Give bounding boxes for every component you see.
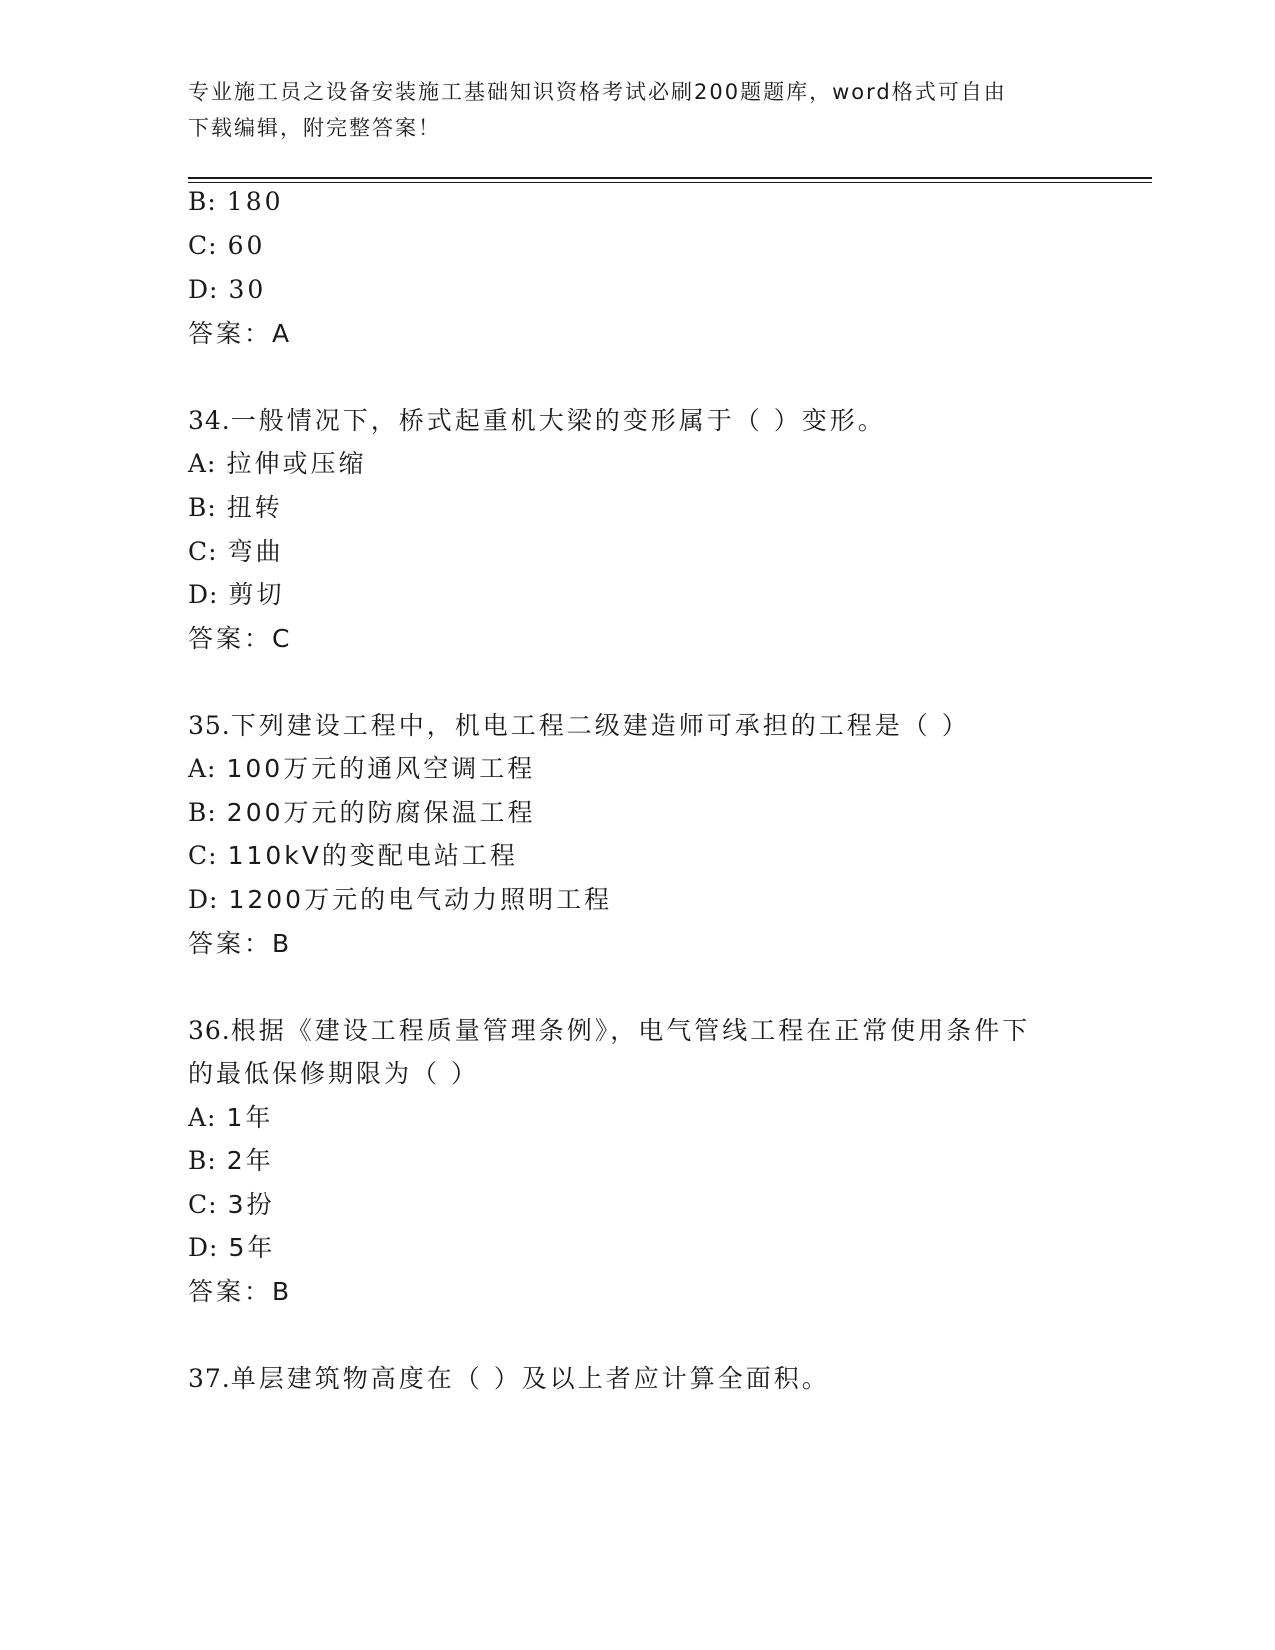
q35-answer (188, 928, 292, 960)
option-value: 3扮 (227, 1190, 275, 1219)
q36-answer (188, 1276, 292, 1308)
header-line-2: 下载编辑，附完整答案！ (188, 116, 441, 140)
q33-option-d (188, 274, 266, 306)
question-number: 36. (188, 1016, 231, 1045)
q36-option-d (188, 1232, 275, 1264)
q35-stem (188, 710, 970, 742)
q34-option-a (188, 448, 367, 480)
option-value: 扭转 (226, 493, 283, 522)
option-key: D: (188, 885, 219, 914)
q33-option-b (188, 186, 284, 218)
q34-stem (188, 405, 886, 437)
question-text-continued: 的最低保修期限为（ ） (188, 1059, 479, 1088)
q35-option-a (188, 753, 535, 785)
option-key: D: (188, 580, 219, 609)
answer-label: 答案： (188, 319, 273, 348)
q37-stem (188, 1363, 830, 1395)
header-divider-thin (188, 182, 1152, 183)
header-line-1: 专业施工员之设备安装施工基础知识资格考试必刷200题题库，word格式可自由 (188, 80, 1007, 104)
option-value: 180 (226, 187, 284, 216)
header-divider-thick (188, 177, 1152, 179)
question-text: 单层建筑物高度在（ ）及以上者应计算全面积。 (230, 1364, 830, 1393)
option-value: 2年 (226, 1146, 274, 1175)
option-value: 30 (228, 275, 267, 304)
option-value: 100万元的通风空调工程 (226, 754, 536, 783)
q34-option-b (188, 492, 283, 524)
q35-option-c (188, 840, 518, 872)
answer-label: 答案： (188, 624, 273, 653)
question-text: 一般情况下，桥式起重机大梁的变形属于（ ）变形。 (230, 406, 886, 435)
document-header (188, 74, 1068, 146)
answer-value: B (272, 929, 293, 958)
option-key: C: (188, 537, 218, 566)
question-number: 37. (188, 1364, 231, 1393)
q36-stem-line-2 (188, 1058, 479, 1090)
q35-option-d (188, 884, 612, 916)
option-key: A: (188, 449, 217, 478)
option-value: 剪切 (228, 580, 285, 609)
option-key: A: (188, 1103, 217, 1132)
q36-option-c (188, 1189, 274, 1221)
q36-option-b (188, 1145, 274, 1177)
q36-stem-line-1 (188, 1015, 1030, 1047)
option-value: 1200万元的电气动力照明工程 (228, 885, 613, 914)
q36-option-a (188, 1102, 273, 1134)
question-number: 35. (188, 711, 231, 740)
option-key: A: (188, 754, 217, 783)
q34-answer (188, 623, 292, 655)
option-value: 200万元的防腐保温工程 (226, 798, 536, 827)
option-key: B: (188, 187, 217, 216)
option-value: 5年 (228, 1233, 276, 1262)
option-key: B: (188, 493, 217, 522)
option-value: 110kV的变配电站工程 (227, 841, 518, 870)
q34-option-d (188, 579, 284, 611)
option-key: C: (188, 841, 218, 870)
answer-value: C (272, 624, 293, 653)
answer-label: 答案： (188, 1277, 273, 1306)
option-key: B: (188, 1146, 217, 1175)
answer-value: A (272, 319, 293, 348)
question-text: 下列建设工程中，机电工程二级建造师可承担的工程是（ ） (230, 711, 970, 740)
q33-answer (188, 318, 292, 350)
option-value: 1年 (226, 1103, 274, 1132)
q35-option-b (188, 797, 536, 829)
option-key: D: (188, 1233, 219, 1262)
option-key: C: (188, 231, 218, 260)
option-key: D: (188, 275, 219, 304)
q34-option-c (188, 536, 284, 568)
option-value: 拉伸或压缩 (226, 449, 367, 478)
question-text: 根据《建设工程质量管理条例》，电气管线工程在正常使用条件下 (230, 1016, 1031, 1045)
option-key: C: (188, 1190, 218, 1219)
option-value: 60 (227, 231, 266, 260)
answer-value: B (272, 1277, 293, 1306)
question-number: 34. (188, 406, 231, 435)
option-key: B: (188, 798, 217, 827)
answer-label: 答案： (188, 929, 273, 958)
q33-option-c (188, 230, 265, 262)
option-value: 弯曲 (227, 537, 284, 566)
